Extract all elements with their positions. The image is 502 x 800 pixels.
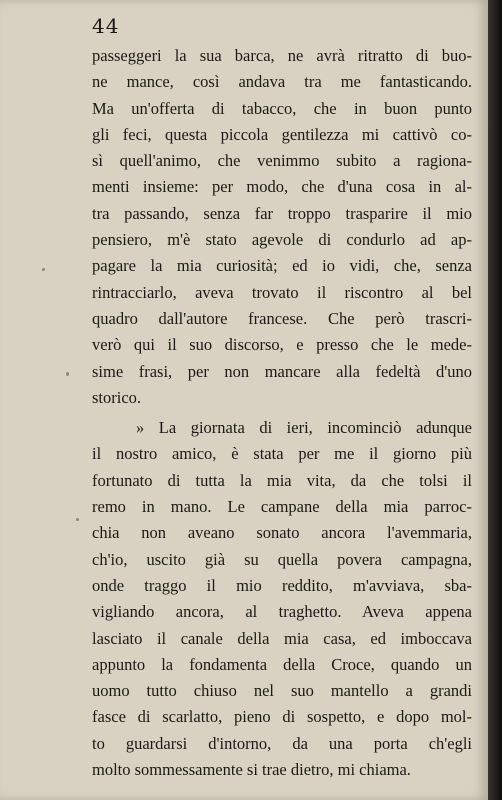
page-number: 44 (92, 14, 120, 38)
text-line: storico. (92, 387, 142, 407)
text-line: ne mance, così andava tra me fantasticando. (92, 72, 472, 92)
text-line: sì quell'animo, che venimmo subito a ragiona- (92, 151, 472, 171)
text-line: remo in mano. Le campane della mia parroc- (92, 497, 472, 517)
text-line: verò qui il suo discorso, e presso che le mede- (92, 335, 472, 355)
text-line: uomo tutto chiuso nel suo mantello a grandi (92, 681, 472, 701)
text-line: fasce di scarlatto, pieno di sospetto, e dopo mol- (92, 707, 472, 727)
text-line: tra passando, senza far troppo trasparire il mio (92, 203, 472, 223)
text-line: quadro dall'autore francese. Che però trascri- (92, 308, 472, 328)
text-line: pagare la mia curiosità; ed io vidi, che, senza (92, 256, 472, 276)
text-line: chia non aveano sonato ancora l'avemmaria, (92, 523, 472, 543)
text-line: fortunato di tutta la mia vita, da che tolsi il (92, 470, 472, 490)
text-line: vigliando ancora, al traghetto. Aveva appena (92, 602, 472, 622)
text-line: to guardarsi d'intorno, da una porta ch'egli (92, 733, 472, 753)
paper-speck (76, 518, 79, 521)
text-line: onde traggo il mio reddito, m'avviava, sba- (92, 575, 472, 595)
paper-speck (42, 268, 45, 271)
paragraph (92, 415, 472, 783)
text-line: ch'io, uscito già su quella povera campagna, (92, 549, 472, 569)
book-spine-edge (488, 0, 502, 800)
text-line: il nostro amico, è stata per me il giorno più (92, 444, 472, 464)
text-line: gli feci, questa piccola gentilezza mi cattivò co- (92, 124, 472, 144)
body-text (92, 43, 472, 783)
text-line: pensiero, m'è stato agevole di condurlo ad ap- (92, 230, 472, 250)
text-line: Ma un'offerta di tabacco, che in buon punto (92, 98, 472, 118)
text-line: lasciato il canale della mia casa, ed imboccava (92, 628, 472, 648)
text-line: menti insieme: per modo, che d'una cosa in al- (92, 177, 472, 197)
text-line: molto sommessamente si trae dietro, mi chiama. (92, 760, 411, 780)
text-line: sime frasi, per non mancare alla fedeltà d'uno (92, 361, 472, 381)
text-line: » La giornata di ieri, incominciò adunque (136, 418, 472, 438)
paragraph (92, 43, 472, 411)
text-line: rintracciarlo, aveva trovato il riscontro al bel (92, 282, 472, 302)
paper-speck (66, 372, 69, 376)
text-line: appunto la fondamenta della Croce, quando un (92, 654, 472, 674)
text-line: passeggeri la sua barca, ne avrà ritratto di buo- (92, 46, 472, 65)
